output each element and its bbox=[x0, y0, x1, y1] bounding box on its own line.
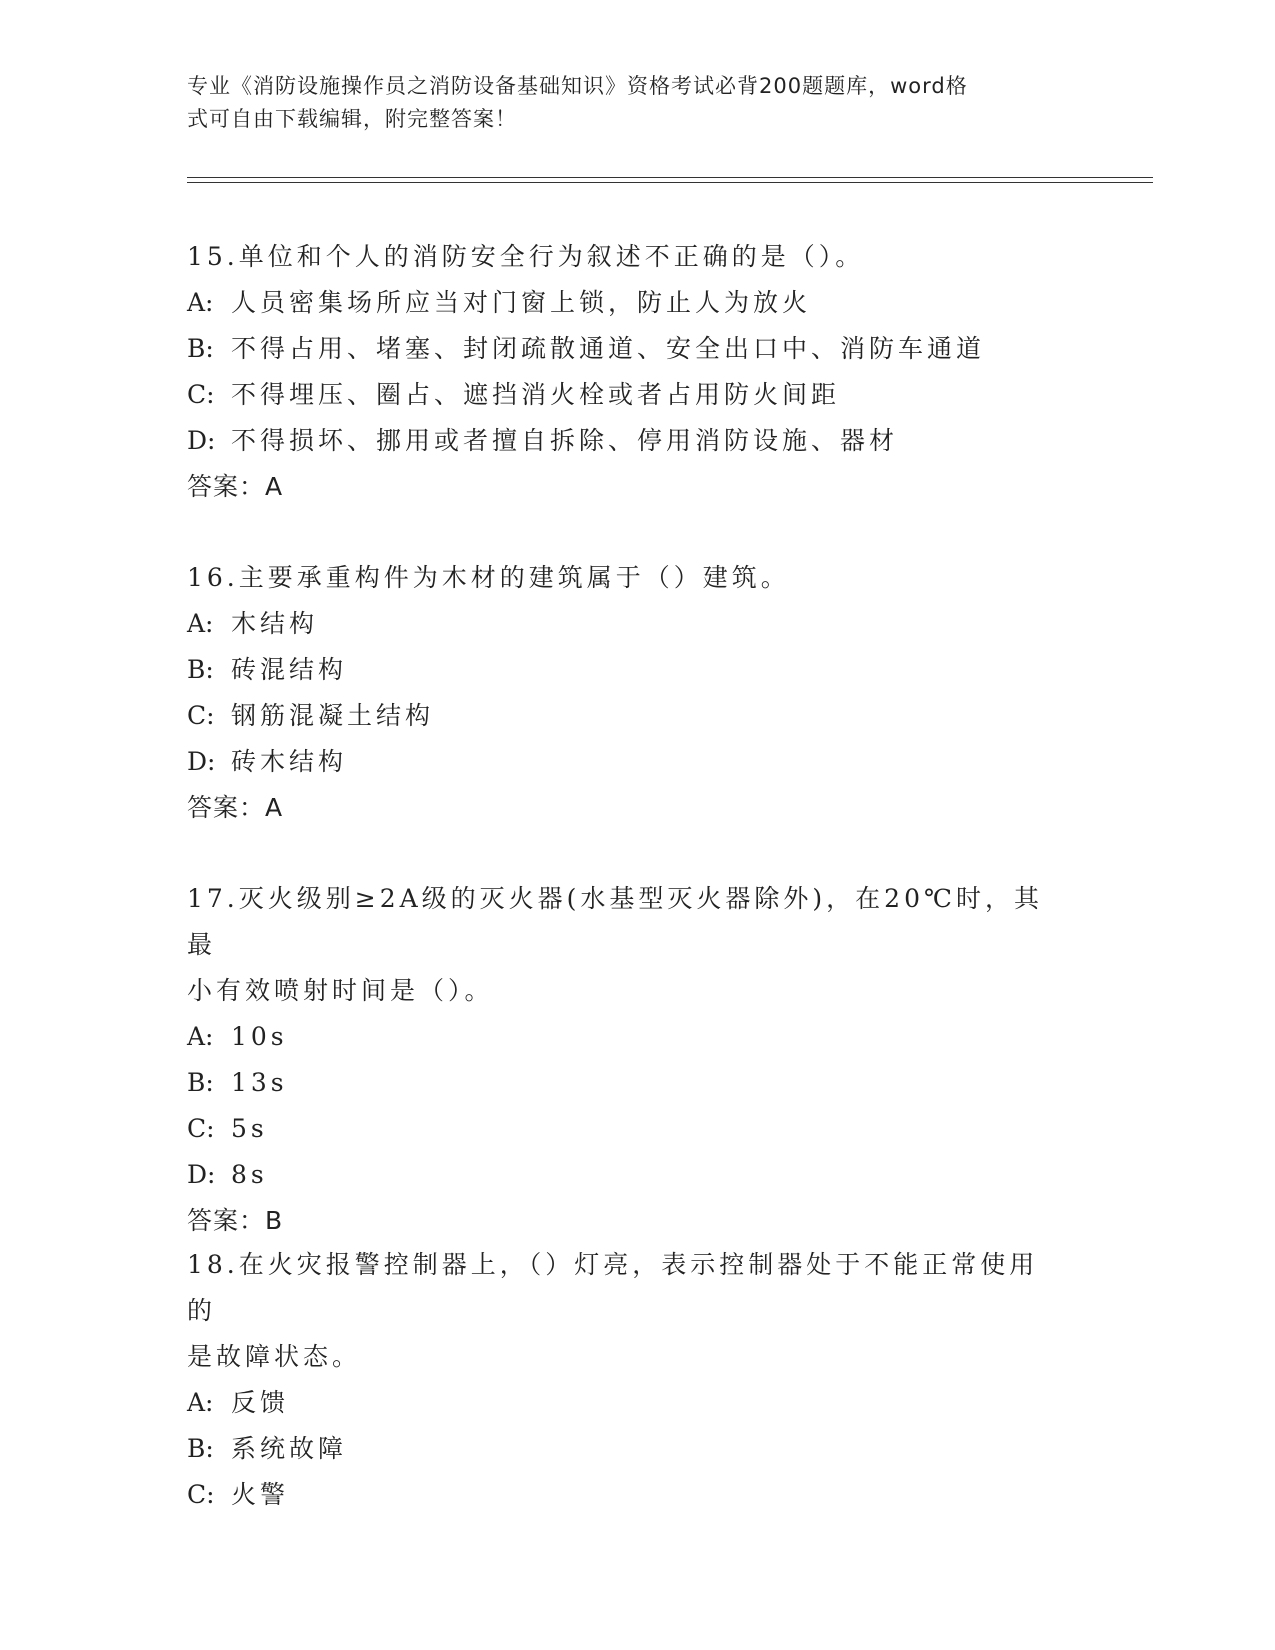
option-a bbox=[187, 1380, 1087, 1426]
option-list bbox=[187, 1380, 1087, 1518]
option-b bbox=[187, 1060, 1087, 1106]
option-letter: B: bbox=[187, 655, 214, 684]
option-letter: A: bbox=[187, 1388, 214, 1417]
option-text: 系统故障 bbox=[231, 1434, 348, 1463]
option-c bbox=[187, 1106, 1087, 1152]
option-d bbox=[187, 1152, 1087, 1198]
option-letter: B: bbox=[187, 1434, 214, 1463]
option-letter: C: bbox=[187, 380, 215, 409]
option-list bbox=[187, 1014, 1087, 1198]
question-16 bbox=[187, 555, 1087, 831]
option-a bbox=[187, 601, 1087, 647]
option-list bbox=[187, 280, 1087, 464]
question-stem: 17.灭火级别≥2A级的灭火器(水基型灭火器除外)，在20℃时，其最 bbox=[187, 884, 1043, 959]
option-b bbox=[187, 647, 1087, 693]
option-letter: C: bbox=[187, 701, 215, 730]
option-letter: B: bbox=[187, 1068, 214, 1097]
header-line-1: 专业《消防设施操作员之消防设备基础知识》资格考试必背200题题库，word格 bbox=[187, 74, 968, 98]
option-letter: A: bbox=[187, 1022, 214, 1051]
option-text: 人员密集场所应当对门窗上锁，防止人为放火 bbox=[231, 288, 812, 317]
question-stem: 16.主要承重构件为木材的建筑属于（）建筑。 bbox=[187, 563, 790, 592]
question-stem-continued: 是故障状态。 bbox=[187, 1342, 362, 1371]
question-15 bbox=[187, 234, 1087, 510]
option-letter: A: bbox=[187, 609, 214, 638]
option-text: 不得占用、堵塞、封闭疏散通道、安全出口中、消防车通道 bbox=[231, 334, 986, 363]
answer-line: 答案：A bbox=[187, 793, 284, 822]
option-d bbox=[187, 739, 1087, 785]
answer-line: 答案：B bbox=[187, 1206, 284, 1235]
option-c bbox=[187, 1472, 1087, 1518]
option-text: 砖木结构 bbox=[231, 747, 348, 776]
option-d bbox=[187, 418, 1087, 464]
option-letter: D: bbox=[187, 1160, 216, 1189]
option-b bbox=[187, 1426, 1087, 1472]
option-text: 10s bbox=[231, 1022, 288, 1051]
option-text: 13s bbox=[231, 1068, 288, 1097]
option-letter: C: bbox=[187, 1480, 215, 1509]
question-stem: 15.单位和个人的消防安全行为叙述不正确的是（）。 bbox=[187, 242, 865, 271]
question-17 bbox=[187, 876, 1087, 1244]
option-text: 5s bbox=[231, 1114, 268, 1143]
option-b bbox=[187, 326, 1087, 372]
option-list bbox=[187, 601, 1087, 785]
option-text: 火警 bbox=[231, 1480, 290, 1509]
option-text: 砖混结构 bbox=[231, 655, 348, 684]
option-text: 钢筋混凝土结构 bbox=[231, 701, 435, 730]
option-text: 反馈 bbox=[231, 1388, 290, 1417]
option-text: 不得埋压、圈占、遮挡消火栓或者占用防火间距 bbox=[231, 380, 841, 409]
question-stem-continued: 小有效喷射时间是（）。 bbox=[187, 976, 494, 1005]
answer-line: 答案：A bbox=[187, 472, 284, 501]
option-text: 8s bbox=[231, 1160, 268, 1189]
header-line-2: 式可自由下载编辑，附完整答案！ bbox=[187, 107, 517, 131]
option-letter: C: bbox=[187, 1114, 215, 1143]
question-stem: 18.在火灾报警控制器上，（）灯亮，表示控制器处于不能正常使用的 bbox=[187, 1250, 1039, 1325]
option-text: 木结构 bbox=[231, 609, 319, 638]
option-letter: D: bbox=[187, 747, 216, 776]
option-letter: D: bbox=[187, 426, 216, 455]
option-letter: A: bbox=[187, 288, 214, 317]
option-c bbox=[187, 693, 1087, 739]
option-a bbox=[187, 280, 1087, 326]
option-letter: B: bbox=[187, 334, 214, 363]
header-divider-bottom bbox=[187, 182, 1153, 183]
document-header bbox=[187, 70, 1067, 136]
option-c bbox=[187, 372, 1087, 418]
question-18 bbox=[187, 1242, 1087, 1518]
option-a bbox=[187, 1014, 1087, 1060]
option-text: 不得损坏、挪用或者擅自拆除、停用消防设施、器材 bbox=[231, 426, 899, 455]
header-divider-top bbox=[187, 177, 1153, 178]
